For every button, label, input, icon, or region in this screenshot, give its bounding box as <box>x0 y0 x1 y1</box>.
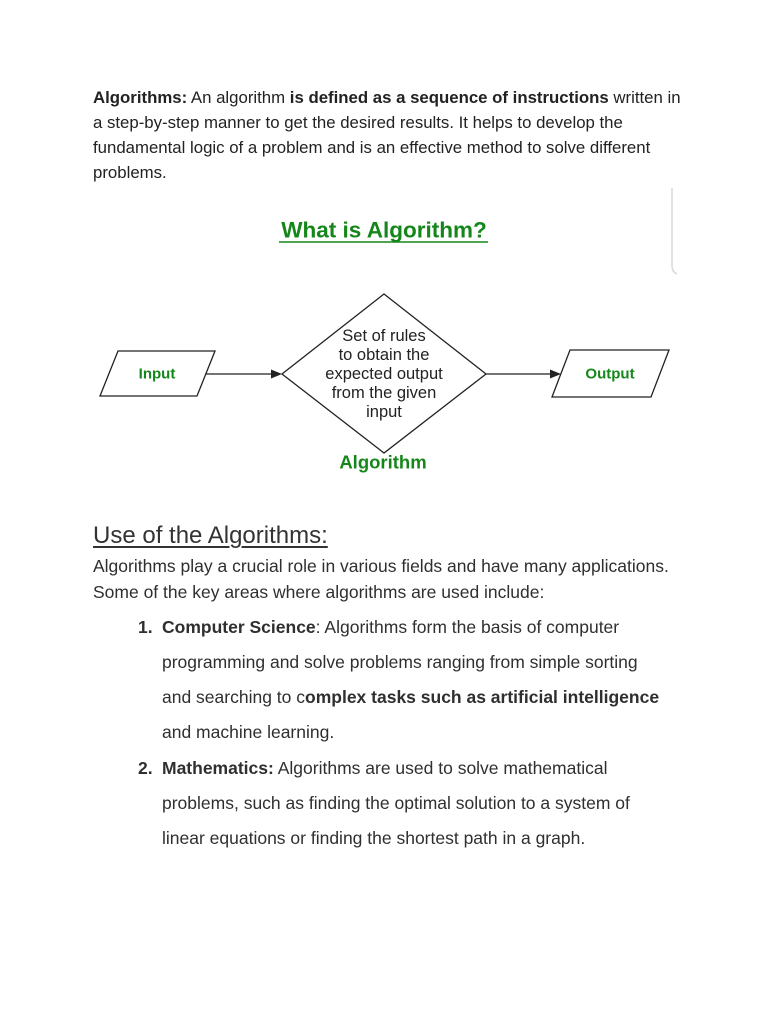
intro-text: written in <box>608 88 681 107</box>
list-item-text: Algorithms are used to solve mathematical <box>273 758 608 778</box>
list-item-line <box>162 610 659 645</box>
process-text-line: input <box>366 403 402 421</box>
arrowhead-input-to-process <box>271 370 282 379</box>
list-number: 1. <box>138 617 153 637</box>
list-item-emphasis: omplex tasks such as artificial intelligence <box>305 687 660 707</box>
list-item-line: problems, such as finding the optimal solution to a system of <box>162 793 630 813</box>
list-item <box>138 751 630 856</box>
intro-line-3: fundamental logic of a problem and is an effective method to solve different <box>93 138 651 157</box>
list-item-body <box>162 751 630 856</box>
output-label: Output <box>585 365 635 383</box>
list-item-line: and machine learning. <box>162 722 335 742</box>
section-intro-paragraph <box>93 553 669 605</box>
diagram-title: What is Algorithm? <box>281 217 487 243</box>
section-heading: Use of the Algorithms: <box>93 522 328 549</box>
panel-edge <box>672 188 677 274</box>
process-text-line: to obtain the <box>338 346 430 364</box>
list-item <box>138 610 659 750</box>
intro-line-2: a step-by-step manner to get the desired results. It helps to develop the <box>93 113 623 132</box>
section-intro-line: Some of the key areas where algorithms are used include: <box>93 582 545 602</box>
list-item-text: : Algorithms form the basis of computer <box>315 617 620 637</box>
list-item-line: linear equations or finding the shortest path in a graph. <box>162 828 586 848</box>
intro-definition: is defined as a sequence of instructions <box>289 88 609 107</box>
intro-paragraph <box>93 85 681 185</box>
intro-term: Algorithms: <box>93 88 188 107</box>
diagram-caption: Algorithm <box>339 451 427 473</box>
list-number: 2. <box>138 758 153 778</box>
list-item-term: Computer Science <box>162 617 316 637</box>
process-text-line: expected output <box>325 365 443 383</box>
list-item-line <box>162 751 630 786</box>
list-item-term: Mathematics: <box>162 758 274 778</box>
list-item-line <box>162 680 659 715</box>
process-text-line: from the given <box>331 384 437 402</box>
input-label: Input <box>138 365 176 383</box>
list-item-line: programming and solve problems ranging from simple sorting <box>162 652 638 672</box>
algorithm-diagram <box>0 180 768 490</box>
list-item-text: and searching to c <box>162 687 306 707</box>
section-intro-line: Algorithms play a crucial role in various fields and have many applications. <box>93 556 669 576</box>
intro-line-1 <box>93 85 681 110</box>
list-item-body <box>162 610 659 750</box>
intro-line-4: problems. <box>93 163 167 182</box>
intro-text: An algorithm <box>187 88 290 107</box>
process-text-line: Set of rules <box>342 327 426 345</box>
